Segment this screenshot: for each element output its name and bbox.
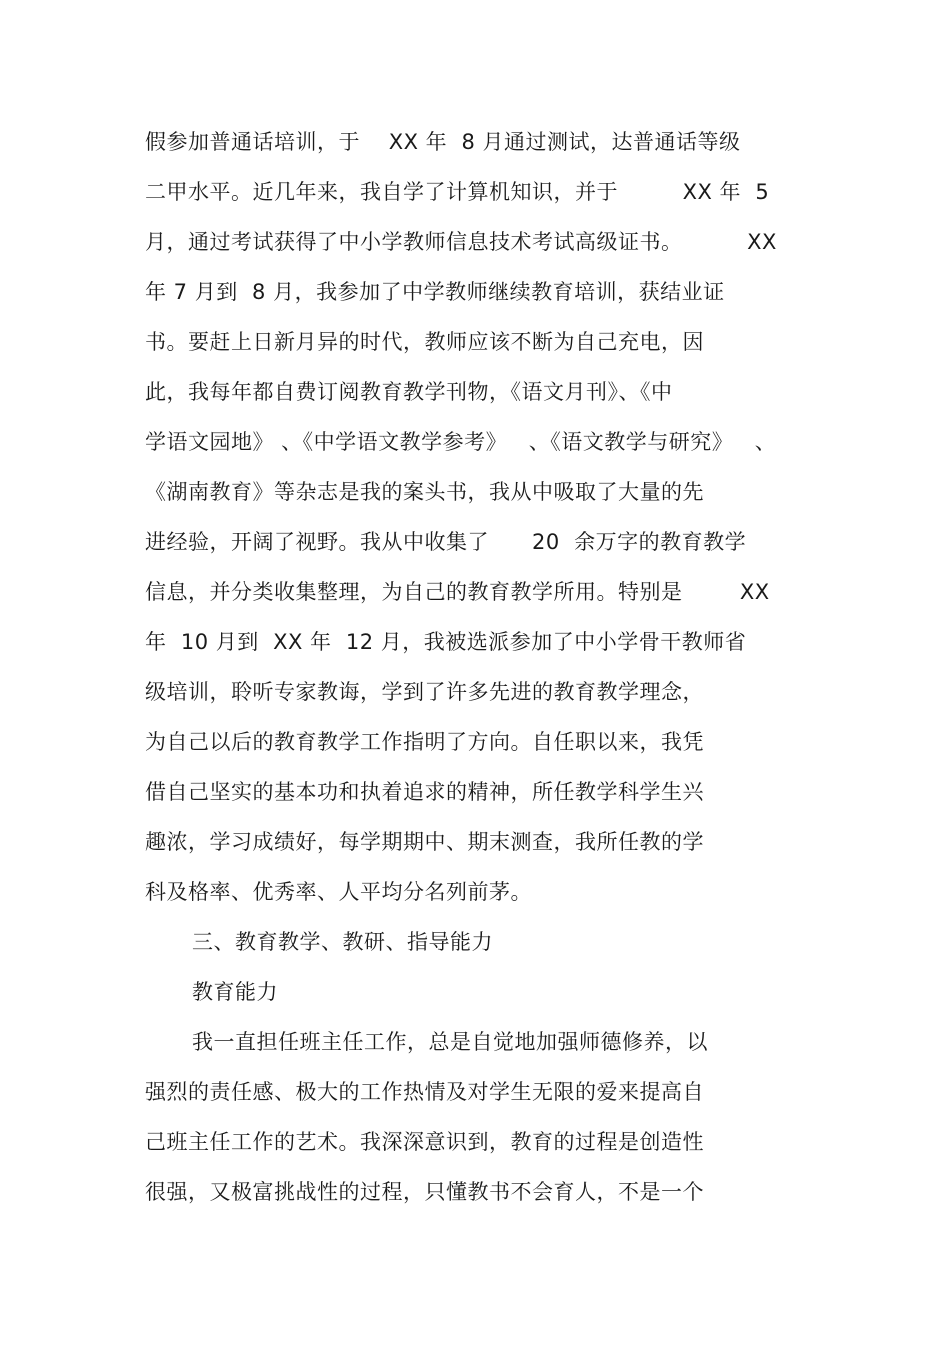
text-line: 趣浓，学习成绩好，每学期期中、期末测查，我所任教的学 bbox=[145, 830, 704, 854]
text-line: 借自己坚实的基本功和执着追求的精神，所任教学科学生兴 bbox=[145, 780, 704, 804]
text-line: 很强，又极富挑战性的过程，只懂教书不会育人，不是一个 bbox=[145, 1180, 704, 1204]
text-line: 信息，并分类收集整理，为自己的教育教学所用。特别是 XX bbox=[145, 580, 770, 604]
text-line: 《湖南教育》等杂志是我的案头书，我从中吸取了大量的先 bbox=[145, 480, 704, 504]
text-line: 学语文园地》 、《中学语文教学参考》 、《语文教学与研究》 、 bbox=[145, 430, 777, 454]
paragraph-first-line: 我一直担任班主任工作，总是自觉地加强师德修养，以 bbox=[192, 1030, 708, 1054]
text-line: 强烈的责任感、极大的工作热情及对学生无限的爱来提高自 bbox=[145, 1080, 704, 1104]
text-line: 己班主任工作的艺术。我深深意识到，教育的过程是创造性 bbox=[145, 1130, 704, 1154]
text-line: 假参加普通话培训，于 XX 年 8 月通过测试，达普通话等级 bbox=[145, 130, 741, 154]
text-line: 进经验，开阔了视野。我从中收集了 20 余万字的教育教学 bbox=[145, 530, 747, 554]
section-heading: 三、教育教学、教研、指导能力 bbox=[192, 930, 493, 954]
text-line: 此，我每年都自费订阅教育教学刊物，《语文月刊》、《中 bbox=[145, 380, 673, 404]
subsection-heading: 教育能力 bbox=[192, 980, 278, 1004]
text-line: 为自己以后的教育教学工作指明了方向。自任职以来，我凭 bbox=[145, 730, 704, 754]
text-line: 二甲水平。近几年来，我自学了计算机知识，并于 XX 年 5 bbox=[145, 180, 770, 204]
text-line: 月，通过考试获得了中小学教师信息技术考试高级证书。 XX bbox=[145, 230, 777, 254]
text-line: 级培训，聆听专家教诲，学到了许多先进的教育教学理念， bbox=[145, 680, 704, 704]
text-line: 科及格率、优秀率、人平均分名列前茅。 bbox=[145, 880, 532, 904]
text-line: 年 7 月到 8 月，我参加了中学教师继续教育培训，获结业证 bbox=[145, 280, 725, 304]
text-line: 书。要赶上日新月异的时代，教师应该不断为自己充电，因 bbox=[145, 330, 704, 354]
text-line: 年 10 月到 XX 年 12 月，我被选派参加了中小学骨干教师省 bbox=[145, 630, 747, 654]
